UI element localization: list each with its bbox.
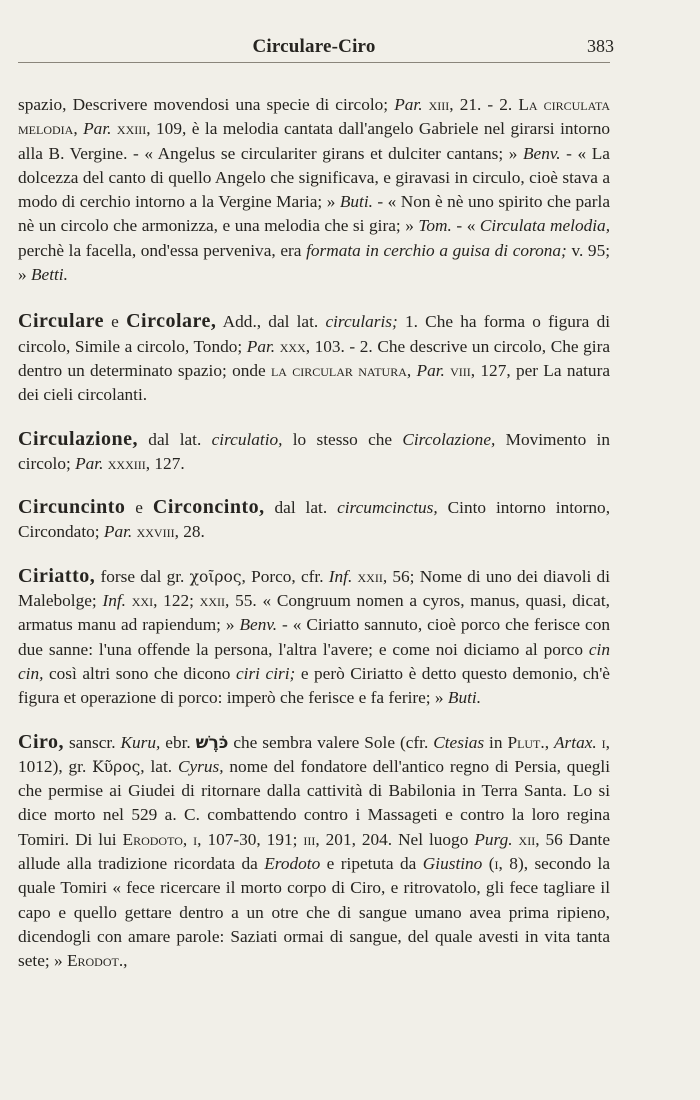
entry-circulare — [18, 309, 610, 407]
entry-ciriatto — [18, 564, 610, 711]
text-run: , — [182, 829, 194, 849]
small-caps-text: Erodoto — [122, 829, 183, 849]
text-run: , 201, 204. Nel luogo — [315, 829, 475, 849]
page-header — [18, 32, 614, 63]
small-caps-text: xxiii — [116, 119, 147, 139]
text-run: Movimento in circolo; — [18, 429, 610, 473]
text-run: - « — [451, 216, 480, 236]
text-run: forse dal gr. — [95, 566, 190, 586]
italic-text: Inf. — [102, 591, 126, 611]
small-caps-text: Plut. — [507, 732, 545, 752]
italic-text: Giustino — [422, 854, 483, 874]
italic-text: Par. — [103, 522, 133, 542]
italic-text: Inf. — [328, 566, 353, 586]
text-run: lo stesso che — [282, 429, 403, 449]
text-run: , lat. — [140, 756, 178, 776]
headword: Circuncinto — [18, 496, 126, 519]
italic-text: Circulata melodia, — [479, 216, 611, 236]
greek-text: χοῖρος — [189, 567, 242, 586]
italic-text: Cyrus, — [177, 756, 224, 776]
headword: Circulare — [18, 310, 104, 333]
text-run: dal lat. — [138, 429, 212, 449]
italic-text: circumcinctus, — [337, 498, 438, 518]
text-run: , — [73, 119, 84, 139]
text-run: perchè la facella, ond'essa perveniva, era — [18, 240, 307, 260]
small-caps-text: xiii — [428, 95, 450, 114]
headword: Ciriatto, — [18, 564, 96, 587]
small-caps-text: xii — [518, 829, 536, 849]
text-run: che sembra valere Sole (cfr. — [228, 732, 434, 752]
italic-text: Buti. — [339, 192, 373, 212]
text-run: v. 95; » — [18, 240, 611, 285]
text-run: sanscr. — [64, 732, 121, 752]
text-run: e però Ciriatto è detto questo demonio, ch'è figura et operazione di porco: imperò che ferisce e fa ferire; » — [18, 663, 610, 708]
text-run: 1. Che ha forma o figura di circolo, Simile a circolo, Tondo; — [18, 312, 611, 356]
italic-text: Circolazione, — [402, 429, 496, 449]
headword: Circoncinto, — [152, 496, 265, 519]
italic-text: Benv. — [522, 143, 561, 163]
small-caps-text: xxxiii — [107, 453, 146, 473]
hebrew-text: כֹּרֶשׁ — [195, 732, 229, 753]
italic-text: Benv. — [239, 615, 278, 635]
headword: Circolare, — [126, 310, 217, 333]
text-run: , 107-30, 191; — [197, 829, 304, 849]
italic-text: Erodoto — [264, 854, 321, 874]
text-run: , 56 Dante allude alla tradizione ricordata da — [18, 829, 610, 874]
text-run: , 21. - 2. — [449, 95, 519, 114]
text-run: - « Non è nè uno spirito che parla nè un circolo che armonizza, e una melodia che si gira; » — [18, 192, 610, 236]
text-run: , — [544, 732, 554, 752]
italic-text: Par. — [416, 360, 445, 380]
italic-text: Par. — [75, 453, 104, 473]
text-run: , — [406, 360, 417, 380]
small-caps-text: xxi — [131, 591, 154, 611]
text-run: Cinto intorno intorno, Circondato; — [18, 498, 611, 542]
text-run: in — [484, 732, 508, 752]
text-run: , 56; Nome di uno dei diavoli di Malebolge; — [18, 566, 611, 611]
small-caps-text: i — [601, 732, 606, 752]
text-run: spazio, Descrivere movendosi una specie di circolo; — [18, 95, 395, 114]
text-run: - « Ciriatto sannuto, cioè porco che ferisce con due sanne: l'una offende la persona, l'altra l'avere; e come noi diciamo al porco — [18, 615, 610, 659]
italic-text: ciri ciri; — [235, 663, 296, 683]
italic-text: Tom. — [418, 216, 452, 236]
small-caps-text: viii — [450, 360, 471, 380]
small-caps-text: xxii — [357, 566, 383, 586]
entry-circulazione — [18, 427, 610, 477]
text-run: - « La dolcezza del canto di quello Angelo che significava, e giravasi in circulo, cioè stava a modo di cerchio intorno a la Vergine Maria; » — [18, 143, 610, 212]
text-run: e ripetuta da — [320, 854, 423, 874]
running-head: Circulare-Ciro — [252, 36, 376, 57]
greek-text: Κῦρος — [92, 757, 141, 776]
text-run: , 127, per La natura dei cieli circolanti. — [18, 360, 610, 405]
text-run: , 28. — [174, 522, 205, 542]
italic-text: formata in cerchio a guisa di corona; — [306, 240, 567, 260]
small-caps-text: la circular natura — [270, 360, 407, 380]
italic-text: Artax. — [554, 732, 597, 752]
text-run: , — [123, 951, 128, 971]
text-run: , 1012), gr. — [18, 732, 610, 776]
small-caps-text: xxviii — [136, 522, 175, 542]
text-run: ebr. — [160, 732, 196, 752]
italic-text: Buti. — [447, 688, 482, 708]
text-run: nome del fondatore dell'antico regno di Persia, quegli che permise ai Giudei di ritornare dalla cattività di Babilonia in Terra Santa. Lo si dice morto nel 529 a. C. combattendo contro i Massageti e contro la loro regina Tomiri. Di lui — [18, 756, 610, 849]
page-number: 383 — [587, 36, 614, 56]
small-caps-text: i — [193, 829, 198, 849]
italic-text: Betti. — [30, 265, 68, 285]
small-caps-text: La circulata melodia — [18, 95, 611, 139]
text-run: , 127. — [145, 453, 185, 473]
italic-text: Par. — [394, 95, 423, 114]
italic-text: Ctesias — [433, 732, 485, 752]
small-caps-text: xxii — [199, 591, 225, 611]
body-text — [18, 93, 610, 974]
small-caps-text: i — [494, 854, 499, 874]
small-caps-text: xxx — [279, 336, 306, 356]
headword: Circulazione, — [18, 427, 139, 450]
entry-circuncinto — [18, 495, 610, 545]
text-run: dal lat. — [264, 498, 338, 518]
text-run: , 55. « Congruum nomen a cyros, manus, quasi, dicat, armatus manu ad rapiendum; » — [18, 591, 610, 635]
text-run: , 122; — [153, 591, 200, 611]
text-run: , 8), secondo la quale Tomiri « fece ricercare il morto corpo di Ciro, e ritrovatolo, gli fece tagliare il capo e quello gettare dentro a un otre che di sangue umano avea prima ripieno, dicendogli con amare parole: Saziati ormai di sangue, del quale avesti in vita tanta sete; » — [18, 854, 611, 971]
text-run: e — [125, 498, 153, 518]
small-caps-text: Erodot. — [66, 951, 124, 971]
italic-text: Par. — [246, 336, 276, 356]
italic-text: circularis; — [325, 312, 398, 332]
italic-text: Purg. — [474, 829, 513, 849]
text-run: Add., dal lat. — [216, 312, 326, 332]
small-caps-text: iii — [303, 829, 316, 849]
entry-circulata-melodia — [18, 93, 610, 287]
entry-ciro — [18, 730, 610, 974]
headword: Ciro, — [18, 730, 65, 753]
italic-text: Kuru, — [120, 732, 161, 752]
italic-text: Par. — [83, 119, 112, 139]
text-run: , Porco, cfr. — [241, 566, 329, 586]
italic-text: cin cin, — [18, 639, 610, 683]
text-run: così altri sono che dicono — [43, 663, 236, 683]
italic-text: circulatio, — [211, 429, 283, 449]
text-run: , 103. - 2. Che descrive un circolo, Che gira dentro un determinato spazio; onde — [18, 336, 610, 380]
text-run: e — [103, 312, 127, 332]
text-run: , 109, è la melodia cantata dall'angelo Gabriele nel girarsi intorno alla B. Vergine. - « Angelus se circulariter girans et dulciter cantans; » — [18, 119, 610, 163]
text-run: ( — [482, 854, 495, 874]
